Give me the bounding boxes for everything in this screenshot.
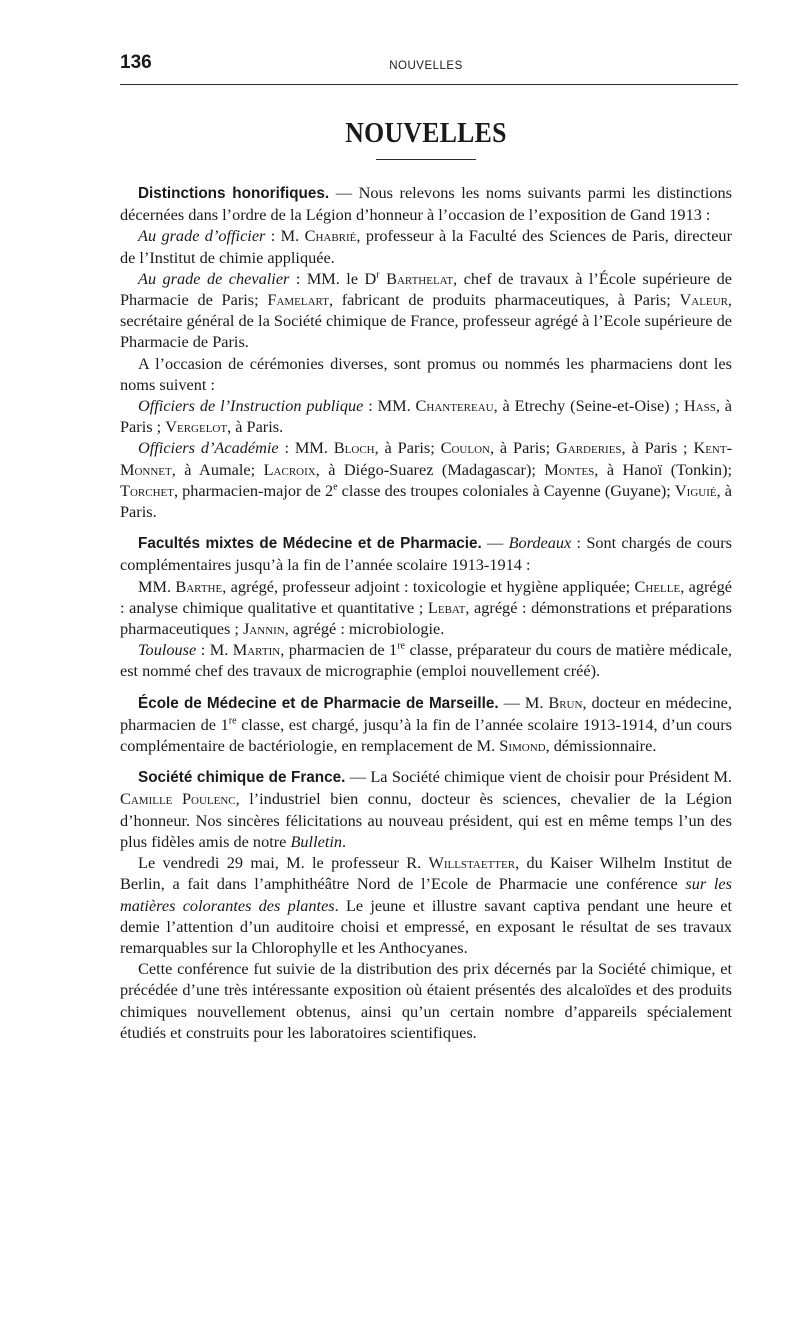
text-run: , à Paris.: [227, 417, 284, 437]
section-heading: Distinctions honorifiques.: [138, 185, 330, 202]
text-run: , pharmacien-major de 2: [173, 480, 334, 500]
text-run: , à Aumale;: [171, 459, 264, 479]
text-run: classe, est chargé, jusqu’à la fin de l’année scolaire 1913-1914, d’un cours complémentaire de bactériologie, en remplacement de M.: [120, 714, 732, 756]
person-name: Lacroix: [263, 459, 316, 479]
text-run: : Sont chargés de cours complémentaires jusqu’à la fin de l’année scolaire 1913-1914 :: [120, 533, 732, 575]
text-run: , secrétaire général de la Société chimique de France, professeur agrégé à l’Ecole supérieure de Pharmacie de Paris.: [120, 290, 732, 352]
italic-text: sur les matières colorantes des plantes: [120, 874, 732, 915]
person-name: Brun: [548, 692, 583, 712]
text-run: .: [342, 831, 347, 851]
superscript: r: [376, 269, 380, 281]
section-heading: Facultés mixtes de Médecine et de Pharmacie.: [138, 535, 482, 553]
text-run: , à Paris;: [489, 438, 556, 458]
person-name: Montes: [544, 459, 595, 479]
text-run: , l’industriel bien connu, docteur ès sciences, chevalier de la Légion d’honneur. Nos sincères félicitations au nouveau président, qui est en même temps l’un des plus fidèles amis de notre: [120, 789, 732, 851]
text-run: —: [481, 533, 509, 553]
text-run: , agrégé : analyse chimique qualitative et quantitative ;: [120, 576, 732, 617]
text-run: , à Etrechy (Seine-et-Oise) ;: [493, 396, 684, 416]
section-paragraph: [120, 182, 732, 225]
superscript: re: [397, 640, 405, 652]
text-run: , chef de travaux à l’École supérieure de Pharmacie de Paris;: [120, 268, 733, 310]
text-run: , à Paris ;: [621, 438, 694, 458]
text-run: , à Diégo-Suarez (Madagascar);: [315, 459, 545, 479]
person-name: Willstaetter: [428, 853, 516, 873]
text-run: MM.: [138, 576, 176, 596]
text-run: A l’occasion de cérémonies diverses, sont promus ou nommés les pharmaciens dont les noms suivent :: [120, 353, 732, 394]
section-heading: École de Médecine et de Pharmacie de Marseille.: [138, 694, 499, 712]
header-rule: [120, 84, 738, 85]
paragraph: [120, 268, 732, 353]
text-run: , du Kaiser Wilhelm Institut de Berlin, a fait dans l’amphithéâtre Nord de l’Ecole de Pharmacie une conférence: [120, 853, 733, 894]
italic-text: Officiers d’Académie: [138, 438, 279, 458]
paragraph: [120, 437, 732, 522]
text-run: . Le jeune et illustre savant captiva pendant une heure et demie l’attention d’un auditoire choisi et empressé, en exposant le résultat de ses travaux remarquables sur la Chlorophylle et les Anthocyanes.: [120, 895, 732, 957]
text-run: , docteur en médecine, pharmacien de 1: [120, 692, 732, 734]
paragraph: [120, 958, 732, 1043]
person-name: Chelle: [634, 576, 681, 596]
section-paragraph: [120, 532, 732, 575]
text-run: : M.: [265, 226, 305, 246]
text-run: classe des troupes coloniales à Cayenne (Guyane);: [337, 480, 675, 500]
title-rule: [376, 159, 476, 160]
section-paragraph: [120, 766, 732, 852]
text-run: , agrégé : démonstrations et préparations pharmaceutiques ;: [120, 597, 733, 639]
text-run: Le vendredi 29 mai, M. le professeur R.: [138, 853, 429, 873]
text-run: — M.: [498, 692, 549, 712]
article-body: [120, 182, 732, 1043]
person-name: Chantereau: [415, 396, 494, 416]
italic-text: Bordeaux: [508, 533, 572, 553]
article-title: NOUVELLES: [345, 118, 507, 149]
person-name: Jannin: [242, 619, 285, 639]
text-run: , démissionnaire.: [545, 736, 657, 756]
paragraph: [120, 353, 732, 395]
person-name: Famelart: [267, 290, 329, 310]
text-run: , à Paris.: [120, 480, 733, 522]
italic-text: Officiers de l’Instruction publique: [138, 396, 364, 416]
italic-text: Bulletin: [290, 831, 343, 851]
section-paragraph: [120, 692, 732, 757]
superscript: e: [333, 481, 338, 493]
person-name: Lebat: [427, 597, 466, 617]
italic-text: Toulouse: [138, 640, 197, 660]
person-name: Chabrié: [304, 226, 357, 246]
text-run: : M.: [196, 640, 233, 660]
person-name: Simond: [499, 736, 546, 756]
person-name: Coulon: [440, 438, 490, 458]
person-name: Camille Poulenc: [120, 789, 236, 809]
person-name: Kent-Monnet: [120, 438, 733, 479]
person-name: Garderies: [556, 438, 622, 458]
person-name: Viguié: [674, 480, 717, 500]
paragraph: [120, 225, 732, 267]
text-run: , à Paris ;: [120, 396, 732, 437]
person-name: Martin: [232, 640, 281, 660]
paragraph: [120, 576, 732, 640]
paragraph: [120, 395, 732, 437]
text-run: , agrégé : microbiologie.: [284, 619, 445, 639]
italic-text: Au grade d’officier: [138, 226, 266, 246]
superscript: re: [228, 715, 237, 727]
paragraph: [120, 639, 732, 681]
person-name: Valeur: [679, 290, 728, 310]
person-name: Torchet: [120, 480, 174, 500]
running-title: NOUVELLES: [389, 60, 463, 72]
text-run: , agrégé, professeur adjoint : toxicologie et hygiène appliquée;: [222, 576, 635, 596]
person-name: Vergelot: [165, 417, 228, 437]
text-run: — La Société chimique vient de choisir pour Président M.: [345, 767, 732, 787]
person-name: Hass: [683, 396, 716, 416]
text-run: , fabricant de produits pharmaceutiques, à Paris;: [328, 290, 680, 310]
section-heading: Société chimique de France.: [138, 769, 346, 787]
text-run: , professeur à la Faculté des Sciences de Paris, directeur de l’Institut de chimie appliquée.: [120, 226, 732, 267]
person-name: Barthelat: [386, 268, 454, 288]
person-name: Barthe: [175, 576, 223, 596]
text-run: : MM.: [363, 396, 416, 416]
paragraph: [120, 852, 732, 958]
text-run: : MM.: [278, 438, 334, 458]
italic-text: Au grade de chevalier: [138, 268, 290, 288]
page: [120, 52, 732, 1043]
person-name: Bloch: [333, 438, 375, 458]
text-run: , pharmacien de 1: [280, 640, 398, 660]
text-run: , à Paris;: [374, 438, 441, 458]
text-run: Cette conférence fut suivie de la distribution des prix décernés par la Société chimique, et précédée d’une très intéressante exposition où étaient présentés des alcaloïdes et des produits chimiques nouvellement obtenus, ainsi qu’un certain nombre d’appareils spécialement étudiés et construits pour les laboratoires scientifiques.: [120, 959, 732, 1042]
text-run: — Nous relevons les noms suivants parmi les distinctions décernées dans l’ordre de la Légion d’honneur à l’occasion de l’exposition de Gand 1913 :: [120, 183, 732, 225]
page-number: 136: [120, 52, 152, 73]
text-run: , à Hanoï (Tonkin);: [594, 459, 733, 479]
text-run: classe, préparateur du cours de matière médicale, est nommé chef des travaux de micrographie (emploi nouvellement créé).: [120, 640, 732, 681]
running-header: [120, 52, 732, 78]
text-run: : MM. le D: [289, 268, 377, 288]
